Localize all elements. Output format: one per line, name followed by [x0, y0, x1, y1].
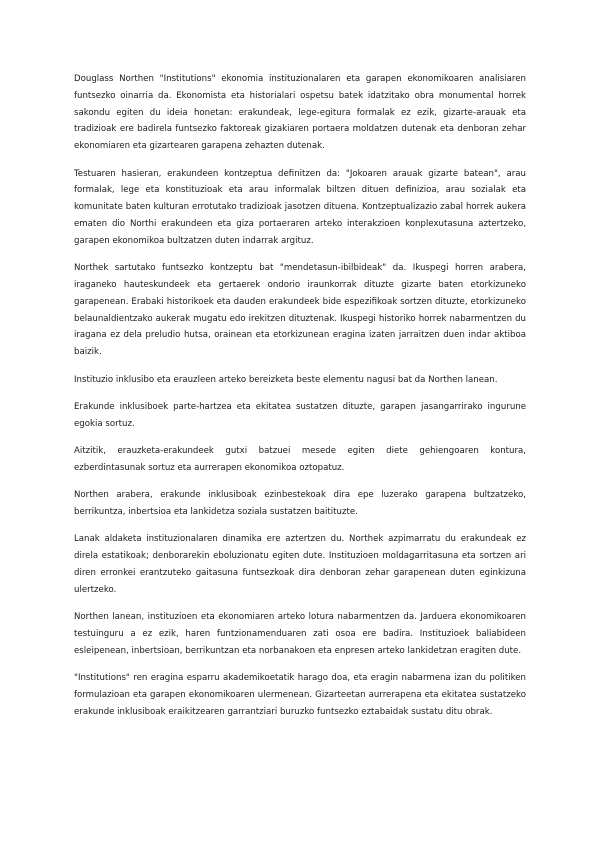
paragraph-4: Instituzio inklusibo eta erauzleen arteko bereizketa beste elementu nagusi bat da Northen lanean.: [74, 374, 498, 385]
paragraph-6: Aitzitik, erauzketa-erakundeek gutxi batzuei mesede egiten diete gehiengoaren kontura, ezberdintasunak sortuz eta aurrerapen ekonomikoa oztopatuz.: [74, 446, 526, 473]
paragraph-10: "Institutions" ren eragina esparru akademikoetatik harago doa, eta eragin nabarmena izan du politiken formulazioan eta garapen ekonomikoaren ulermenean. Gizarteetan aurrerapena eta ekitatea sustatzeko erakunde inklusiboak eraikitzearen garrantziari buruzko funtsezko eztabaidak sustatu ditu obrak.: [74, 673, 526, 717]
paragraph-1: Douglass Northen "Institutions" ekonomia instituzionalaren eta garapen ekonomikoaren analisiaren funtsezko oinarria da. Ekonomista eta historialari ospetsu batek idatzitako obra monumental horrek sakondu egiten du ideia honetan: erakundeak, lege-egitura formalak ez ezik, gizarte-arauak eta tradizioak ere badirela funtsezko faktoreak gizakiaren portaera moldatzen dutenak eta denboran zehar ekonomiaren eta gizartearen garapena zehazten dutenak.: [74, 74, 526, 152]
paragraph-3: Northek sartutako funtsezko kontzeptu bat "mendetasun-ibilbideak" da. Ikuspegi horren arabera, iraganeko hauteskundeek eta gertaerek ondorio iraunkorrak dituzte gizarte baten etorkizuneko garapenean. Erabaki historikoek eta dauden erakundeek bide espezifikoak sortzen dituzte, etorkizuneko belaunaldientzako aukerak mugatu edo irekitzen dituztenak. Ikuspegi historiko horrek nabarmentzen du iragana ez dela preludio hutsa, orainean eta etorkizunean eragina izaten jarraitzen duen indar aktiboa baizik.: [74, 263, 526, 358]
paragraph-7: Northen arabera, erakunde inklusiboak ezinbestekoak dira epe luzerako garapena bultzatzeko, berrikuntza, inbertsioa eta lankidetza soziala sustatzen baitituzte.: [74, 490, 526, 518]
paragraph-8: Lanak aldaketa instituzionalaren dinamika ere aztertzen du. Northek azpimarratu du erakundeak ez direla estatikoak; denborarekin eboluzionatu egiten dute. Instituzioen moldagarritasuna eta sortzen ari diren erronkei erantzuteko gaitasuna funtsezkoak dira denboran zehar garapenean duten eginkizuna ulertzeko.: [74, 534, 526, 595]
paragraph-5: Erakunde inklusiboek parte-hartzea eta ekitatea sustatzen dituzte, garapen jasangarrirako ingurune egokia sortuz.: [74, 401, 526, 429]
paragraph-9: Northen lanean, instituzioen eta ekonomiaren arteko lotura nabarmentzen da. Jarduera ekonomikoaren testuinguru a ez ezik, haren funtzionamenduaren zati osoa ere badira. Instituzioek baliabideen esleipenean, inbertsioan, berrikuntzan eta norbanakoen eta enpresen arteko lankidetzan eragiten dute.: [74, 612, 526, 656]
paragraph-2: Testuaren hasieran, erakundeen kontzeptua definitzen da: "Jokoaren arauak gizarte batean", arau formalak, lege eta konstituzioak eta arau informalak biltzen dituen definizioa, arau sozialak eta komunitate baten kulturan errotutako tradizioak jasotzen dituena. Kontzeptualizazio zabal horrek aukera ematen dio Northi erakundeen eta giza portaeraren arteko interakzioen konplexutasuna aztertzeko, garapen ekonomikoa bultzatzen duten indarrak argituz.: [74, 168, 526, 246]
document-page: [74, 71, 526, 731]
